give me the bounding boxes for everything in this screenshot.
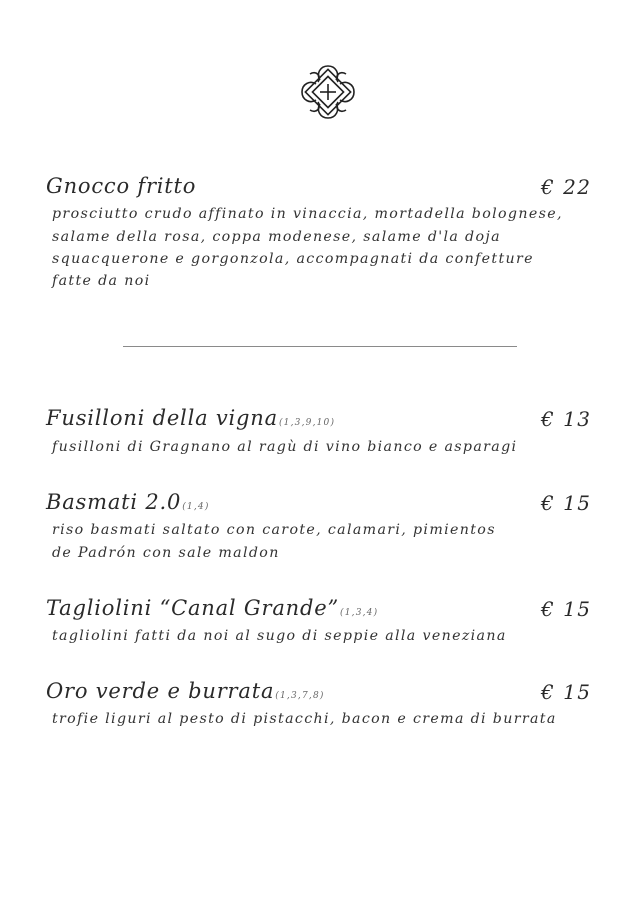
section-divider <box>123 346 517 347</box>
dish-description-line: riso basmati saltato con carote, calamari, pimientos <box>52 522 496 538</box>
dish-description-line: tagliolini fatti da noi al sugo di seppie alla veneziana <box>52 628 507 644</box>
dish-name: Fusilloni della vigna(1,3,9,10) <box>46 406 336 430</box>
dish-name: Tagliolini “Canal Grande”(1,3,4) <box>46 596 379 620</box>
dish-description-line: fatte da noi <box>52 273 151 289</box>
dish-name: Basmati 2.0(1,4) <box>46 490 210 514</box>
dish-description-line: salame della rosa, coppa modenese, salame d'la doja <box>52 229 501 245</box>
dish-description-line: trofie liguri al pesto di pistacchi, bacon e crema di burrata <box>52 711 557 727</box>
ornamental-knot-icon <box>298 62 358 122</box>
dish-price: € 15 <box>541 597 592 621</box>
dish-name: Oro verde e burrata(1,3,7,8) <box>46 679 325 703</box>
allergen-codes: (1,3,7,8) <box>275 691 325 701</box>
allergen-codes: (1,4) <box>182 502 210 512</box>
dish-description-line: de Padrón con sale maldon <box>52 545 280 561</box>
dish-description-line: squacquerone e gorgonzola, accompagnati da confetture <box>52 251 534 267</box>
dish-price: € 22 <box>541 175 592 199</box>
allergen-codes: (1,3,9,10) <box>278 418 336 428</box>
dish-price: € 15 <box>541 491 592 515</box>
dish-description-line: fusilloni di Gragnano al ragù di vino bianco e asparagi <box>52 439 518 455</box>
dish-price: € 15 <box>541 680 592 704</box>
dish-description-line: prosciutto crudo affinato in vinaccia, mortadella bolognese, <box>52 206 563 222</box>
dish-name: Gnocco fritto <box>46 174 197 198</box>
dish-price: € 13 <box>541 407 592 431</box>
allergen-codes: (1,3,4) <box>340 608 379 618</box>
